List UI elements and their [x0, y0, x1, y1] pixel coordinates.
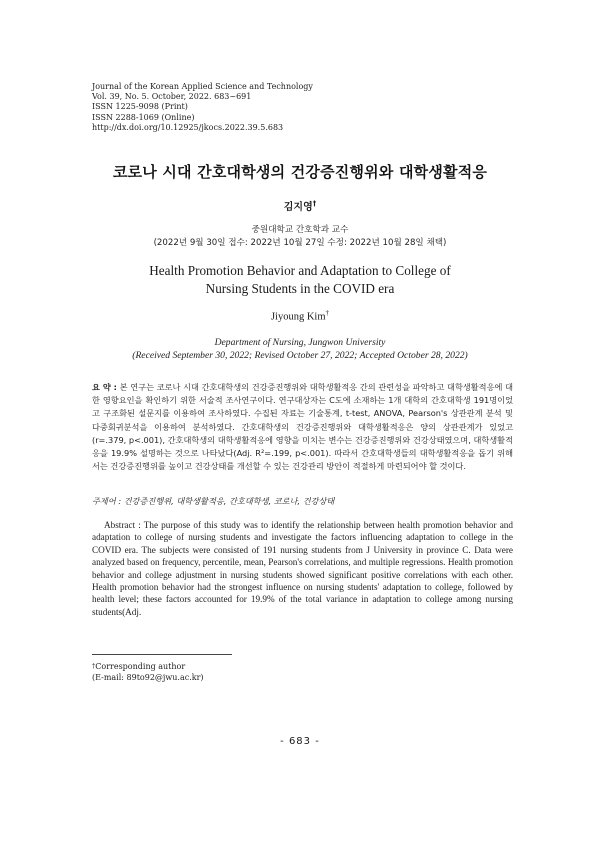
journal-issn-print: ISSN 1225-9098 (Print) — [92, 102, 188, 112]
korean-dates: (2022년 9월 30일 접수: 2022년 10월 27일 수정: 2022년 10월 28일 채택) — [153, 238, 447, 248]
korean-author — [0, 198, 600, 213]
korean-keywords: 주제어 : 건강증진행위, 대학생활적응, 간호대학생, 코로나, 건강상태 — [92, 496, 335, 506]
korean-author-name: 김지영 — [283, 202, 313, 213]
korean-abstract — [92, 381, 513, 473]
korean-affiliation: 중원대학교 간호학과 교수 — [251, 225, 349, 235]
footnote-line1 — [92, 661, 204, 672]
journal-info — [92, 82, 313, 133]
korean-abstract-label: 요 약 : — [92, 382, 117, 392]
footnote-mark: † — [92, 662, 96, 670]
footnote-email: (E-mail: 89to92@jwu.ac.kr) — [92, 673, 204, 682]
journal-name: Journal of the Korean Applied Science and Technology — [92, 82, 313, 91]
footnote-corresponding: Corresponding author — [95, 662, 186, 671]
journal-volume: Vol. 39, No. 5. October, 2022. 683~691 — [92, 92, 252, 102]
english-title — [0, 262, 600, 298]
korean-title: 코로나 시대 간호대학생의 건강증진행위와 대학생활적응 — [112, 163, 488, 181]
english-affiliation: Department of Nursing, Jungwon University — [214, 337, 386, 348]
english-affiliation-block — [0, 337, 600, 362]
english-title-line2: Nursing Students in the COVID era — [205, 281, 395, 296]
footnote — [92, 661, 204, 683]
english-dates: (Received September 30, 2022; Revised October 27, 2022; Accepted October 28, 2022) — [132, 349, 468, 361]
english-abstract-label: Abstract : — [104, 520, 141, 530]
korean-affiliation-block — [0, 224, 600, 250]
english-author — [0, 309, 600, 323]
page-number: - 683 - — [280, 736, 320, 747]
journal-issn-online: ISSN 2288-1069 (Online) — [92, 112, 195, 122]
korean-author-mark: † — [312, 199, 317, 208]
english-title-line1: Health Promotion Behavior and Adaptation to College of — [149, 263, 451, 278]
english-author-name: Jiyoung Kim — [270, 311, 326, 323]
english-author-mark: † — [325, 309, 330, 317]
english-abstract-text: The purpose of this study was to identify the relationship between health promotion behavior and adaptation to college of nursing students and investigate the factors influencing adaptation to college in the COVID era. The subjects were consisted of 191 nursing students from J University in province C. Data were analyzed based on frequency, percentile, mean, Pearson's correlations, and multiple regressions. Health promotion behavior and college adjustment in nursing students showed significant positive correlations with each other. Health promotion behavior had the strongest influence on nursing students' adaptation to college, followed by health level; these factors accounted for 19.9% of the total variance in adaptation to college among nursing students(Adj. — [92, 520, 513, 617]
english-abstract — [92, 519, 513, 618]
korean-abstract-text: 본 연구는 코로나 시대 간호대학생의 건강증진행위와 대학생활적응 간의 관련성을 파악하고 대학생활적응에 대한 영향요인을 확인하기 위한 서술적 조사연구이다. 연구대상자는 C도에 소재하는 1개 대학의 간호대학생 191명이었고 구조화된 설문지를 이용하여 조사하였다. 수집된 자료는 기술통계, t-test, ANOVA, Pearson's 상관관계 분석 및 다중회귀분석을 이용하여 분석하였다. 간호대학생의 건강증진행위와 대학생활적응은 양의 상관관계가 있었고(r=.379, p<.001), 간호대학생의 대학생활적응에 영향을 미치는 변수는 건강증진행위와 건강상태였으며, 대학생활적응을 19.9% 설명하는 것으로 나타났다(Adj. R²=.199, p<.001). 따라서 간호대학생들의 대학생활적응을 돕기 위해서는 건강증진행위를 높이고 건강상태를 개선할 수 있는 건강관리 방안이 적절하게 마련되어야 할 것이다. — [92, 382, 514, 472]
journal-doi: http://dx.doi.org/10.12925/jkocs.2022.39.5.683 — [92, 122, 284, 132]
footnote-divider — [92, 654, 232, 655]
